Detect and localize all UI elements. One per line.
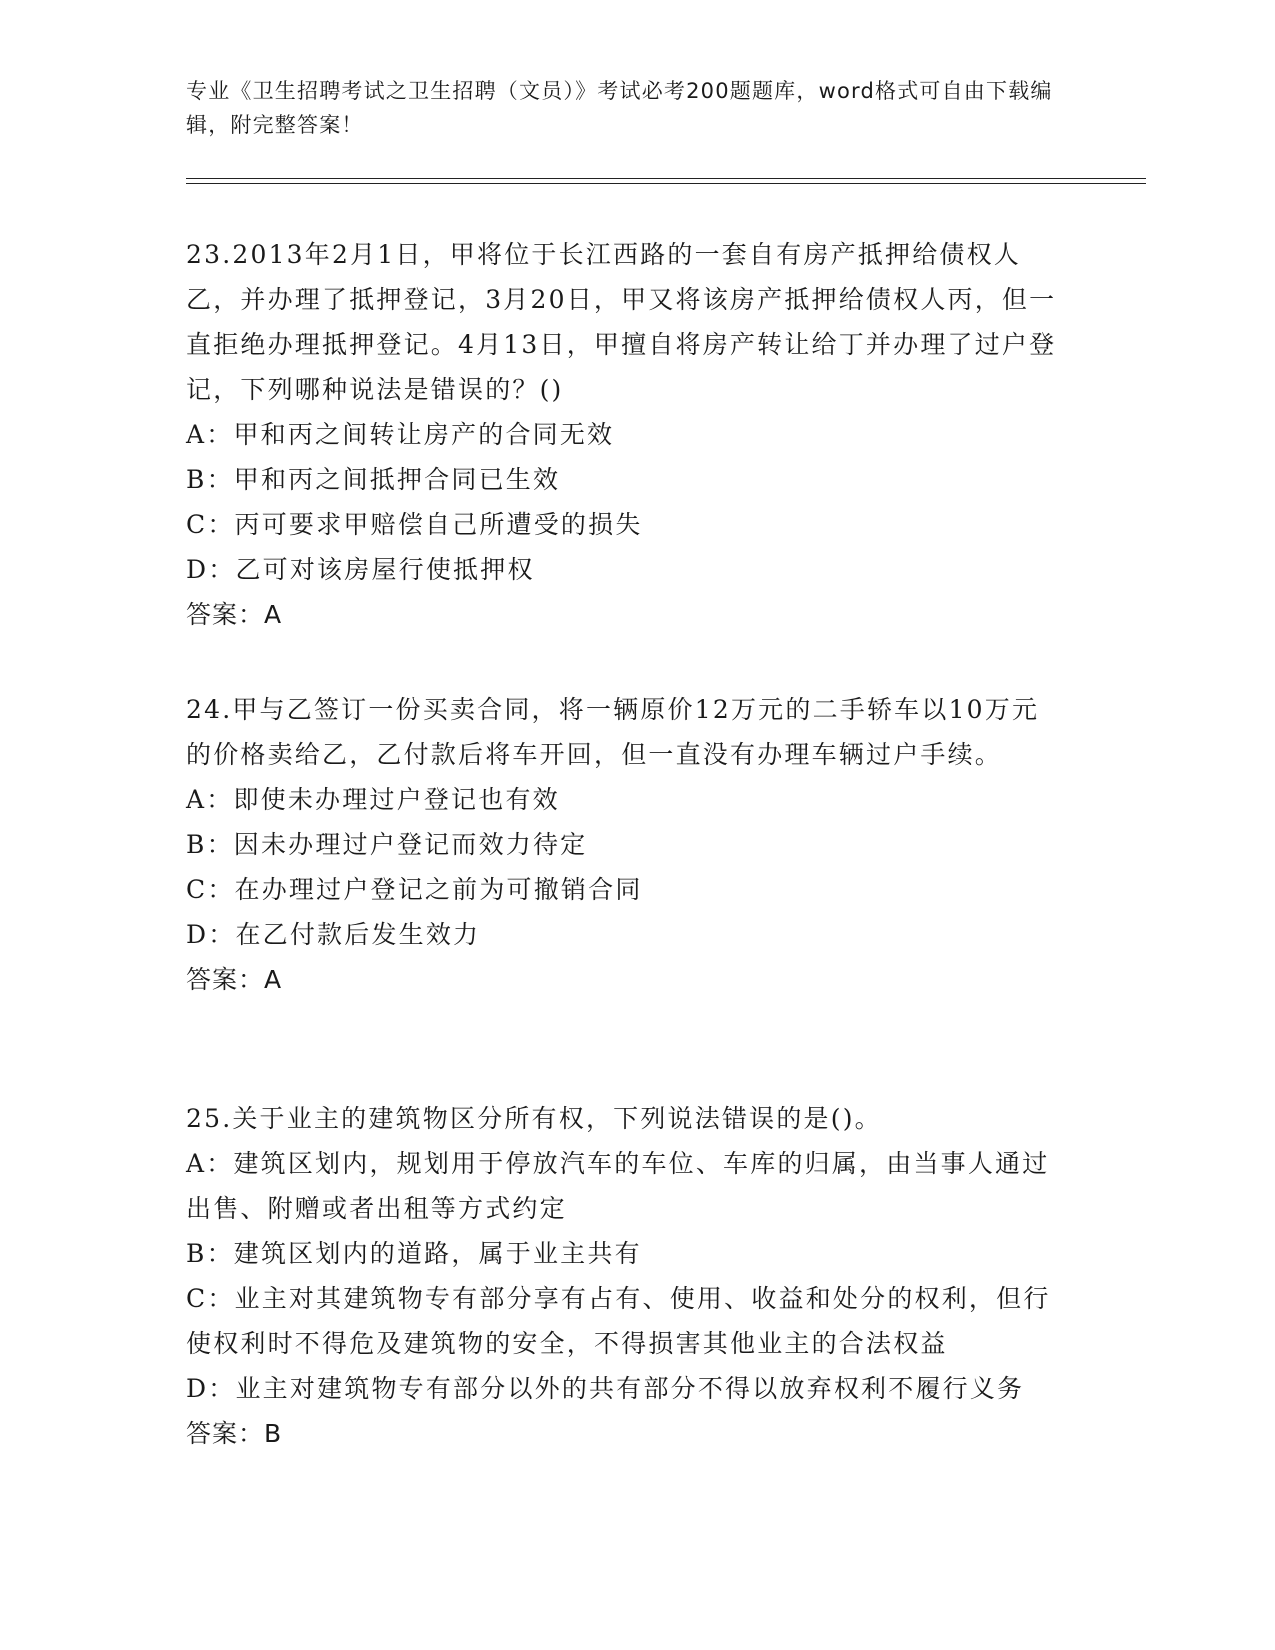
question-stem: 24.甲与乙签订一份买卖合同，将一辆原价12万元的二手轿车以10万元的价格卖给乙，乙付款后将车开回，但一直没有办理车辆过户手续。 [186, 695, 1040, 769]
question-25 [186, 1096, 1066, 1456]
option-b: B：甲和丙之间抵押合同已生效 [186, 465, 561, 494]
option-d: D：乙可对该房屋行使抵押权 [186, 555, 535, 584]
question-stem: 23.2013年2月1日，甲将位于长江西路的一套自有房产抵押给债权人乙，并办理了抵押登记，3月20日，甲又将该房产抵押给债权人丙，但一直拒绝办理抵押登记。4月13日，甲擅自将房产转让给丁并办理了过户登记，下列哪种说法是错误的？() [186, 240, 1057, 404]
option-d: D：业主对建筑物专有部分以外的共有部分不得以放弃权利不履行义务 [186, 1374, 1025, 1403]
answer: 答案：A [186, 600, 283, 629]
option-b: B：因未办理过户登记而效力待定 [186, 830, 588, 859]
option-a: A：建筑区划内，规划用于停放汽车的车位、车库的归属，由当事人通过出售、附赠或者出租等方式约定 [186, 1149, 1050, 1223]
header-divider-top [186, 178, 1146, 179]
option-a: A：甲和丙之间转让房产的合同无效 [186, 420, 615, 449]
option-c: C：在办理过户登记之前为可撤销合同 [186, 875, 643, 904]
answer: 答案：A [186, 965, 283, 994]
option-b: B：建筑区划内的道路，属于业主共有 [186, 1239, 642, 1268]
header-divider-bottom [186, 183, 1146, 184]
question-24 [186, 687, 1066, 1002]
document-header: 专业《卫生招聘考试之卫生招聘（文员）》考试必考200题题库，word格式可自由下载编辑，附完整答案！ [186, 79, 1053, 137]
question-stem: 25.关于业主的建筑物区分所有权，下列说法错误的是()。 [186, 1104, 882, 1133]
question-23 [186, 232, 1066, 637]
option-d: D：在乙付款后发生效力 [186, 920, 481, 949]
option-c: C：业主对其建筑物专有部分享有占有、使用、收益和处分的权利，但行使权利时不得危及建筑物的安全，不得损害其他业主的合法权益 [186, 1284, 1051, 1358]
option-a: A：即使未办理过户登记也有效 [186, 785, 560, 814]
option-c: C：丙可要求甲赔偿自己所遭受的损失 [186, 510, 643, 539]
answer: 答案：B [186, 1419, 283, 1448]
